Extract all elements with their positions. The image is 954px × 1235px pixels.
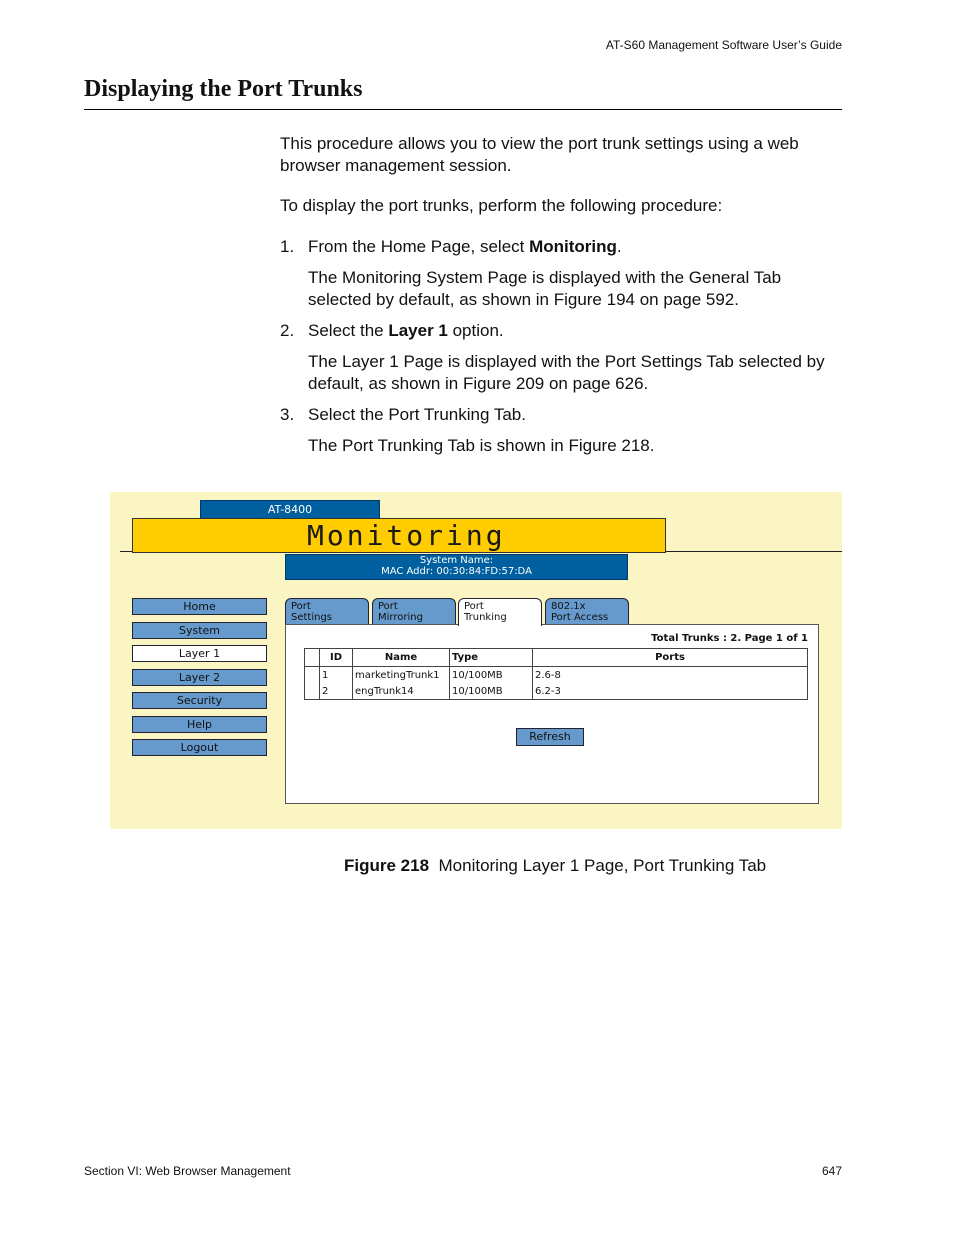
- tab-port-mirroring[interactable]: [372, 598, 456, 624]
- name-cell: engTrunk14: [353, 683, 450, 700]
- page-number: 647: [822, 1164, 843, 1178]
- tab-line-2: Settings: [291, 612, 333, 623]
- step-number: 3.: [280, 405, 295, 424]
- table-row: [305, 683, 808, 700]
- tab-line-2: Port Access: [551, 612, 609, 623]
- tab-port-trunking[interactable]: [458, 598, 542, 626]
- banner-text: Monitoring: [307, 519, 506, 552]
- trunk-panel: [285, 624, 819, 804]
- section-title: Displaying the Port Trunks: [84, 76, 363, 102]
- caption-label: Figure 218: [344, 856, 430, 875]
- mac-address: MAC Addr: 00:30:84:FD:57:DA: [381, 566, 532, 577]
- nav-layer1-button[interactable]: Layer 1: [132, 645, 267, 662]
- nav-logout-button[interactable]: Logout: [132, 739, 267, 756]
- step-number: 2.: [280, 321, 295, 340]
- nav-system-button[interactable]: System: [132, 622, 267, 639]
- system-info-box: [285, 554, 628, 580]
- tab-line-1: Port: [378, 601, 398, 612]
- trunk-table: [304, 648, 808, 700]
- table-row: [305, 667, 808, 684]
- nav-help-button[interactable]: Help: [132, 716, 267, 733]
- step-text-end: option.: [447, 321, 504, 340]
- tab-line-1: Port: [291, 601, 311, 612]
- running-header: AT-S60 Management Software User’s Guide: [605, 38, 842, 52]
- spacer-cell: [305, 683, 320, 700]
- figure-screenshot: [110, 492, 842, 829]
- name-cell: marketingTrunk1: [353, 667, 450, 684]
- intro-paragraph: This procedure allows you to view the port trunk settings using a web browser management session.: [280, 134, 799, 175]
- step-text: From the Home Page, select: [308, 237, 530, 256]
- tab-line-1: Port: [464, 601, 484, 612]
- refresh-button[interactable]: Refresh: [516, 728, 584, 746]
- step-2-result: The Layer 1 Page is displayed with the Port Settings Tab selected by default, as shown in Figure 209 on page 626.: [308, 352, 825, 393]
- ports-header: Ports: [533, 649, 808, 667]
- caption-text: Monitoring Layer 1 Page, Port Trunking Tab: [438, 856, 767, 875]
- id-cell: 1: [320, 667, 353, 684]
- step-text-end: .: [616, 237, 622, 256]
- step-1-result: The Monitoring System Page is displayed with the General Tab selected by default, as shown in Figure 194 on page 592.: [308, 268, 782, 309]
- nav-layer2-button[interactable]: Layer 2: [132, 669, 267, 686]
- ports-cell: 2.6-8: [533, 667, 808, 684]
- tab-line-1: 802.1x: [551, 601, 586, 612]
- step-number: 1.: [280, 237, 295, 256]
- step-bold: Layer 1: [388, 321, 448, 340]
- system-name: System Name:: [419, 555, 494, 566]
- spacer-cell: [305, 667, 320, 684]
- id-cell: 2: [320, 683, 353, 700]
- lead-paragraph: To display the port trunks, perform the following procedure:: [280, 196, 723, 215]
- title-rule: [84, 109, 842, 110]
- type-cell: 10/100MB: [450, 667, 533, 684]
- footer-section: Section VI: Web Browser Management: [84, 1164, 291, 1178]
- tab-line-2: Mirroring: [378, 612, 423, 623]
- tab-port-settings[interactable]: [285, 598, 369, 624]
- step-text: Select the Port Trunking Tab.: [308, 405, 526, 424]
- nav-security-button[interactable]: Security: [132, 692, 267, 709]
- name-header: Name: [353, 649, 450, 667]
- spacer-header: [305, 649, 320, 667]
- device-label: AT-8400: [200, 500, 380, 520]
- table-header-row: [305, 649, 808, 667]
- ports-cell: 6.2-3: [533, 683, 808, 700]
- nav-home-button[interactable]: Home: [132, 598, 267, 615]
- step-bold: Monitoring: [529, 237, 617, 256]
- step-text: Select the: [308, 321, 389, 340]
- tab-port-access[interactable]: [545, 598, 629, 624]
- monitoring-banner: [132, 518, 666, 553]
- figure-caption: [344, 856, 766, 876]
- tab-line-2: Trunking: [464, 612, 507, 623]
- total-trunks: Total Trunks : 2. Page 1 of 1: [651, 633, 808, 644]
- step-3-result: The Port Trunking Tab is shown in Figure 218.: [308, 436, 655, 455]
- type-cell: 10/100MB: [450, 683, 533, 700]
- type-header: Type: [450, 649, 533, 667]
- id-header: ID: [320, 649, 353, 667]
